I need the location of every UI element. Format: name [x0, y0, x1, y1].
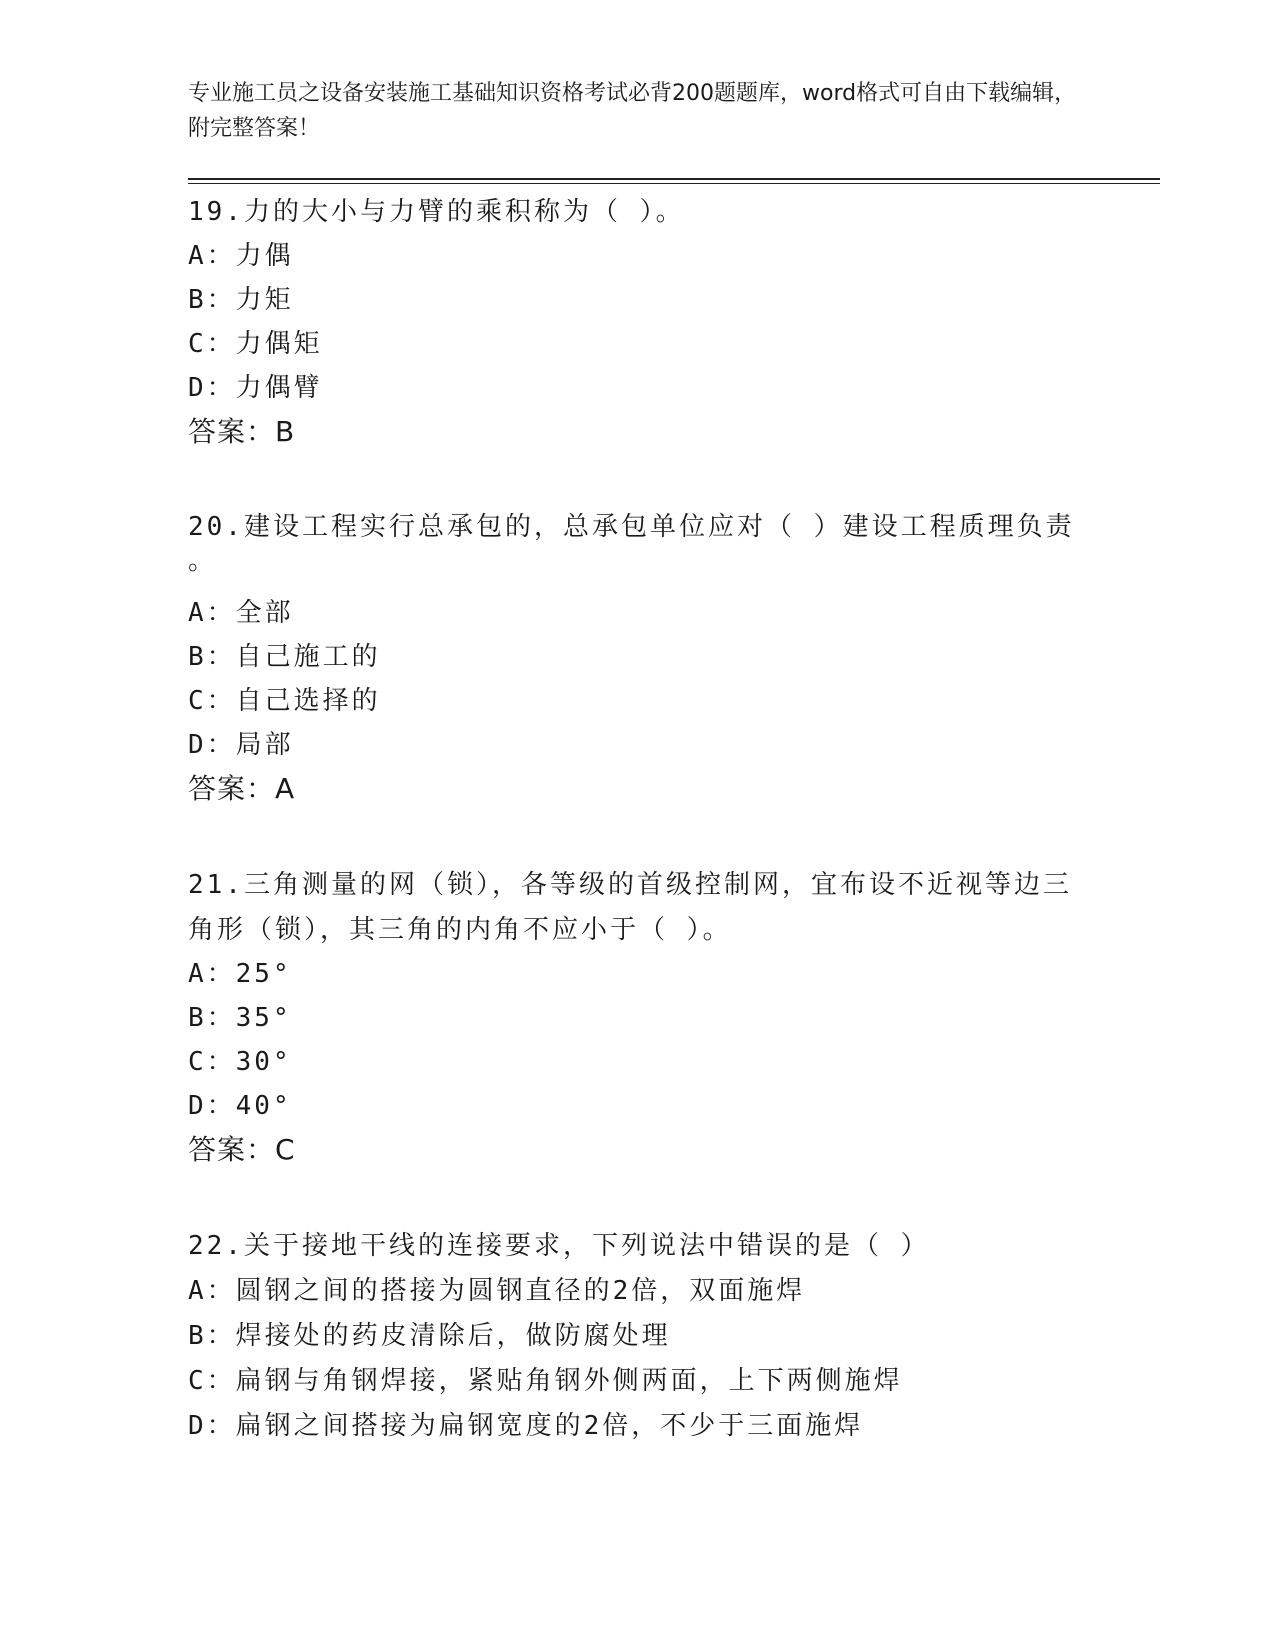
question-20-option-c: C：自己选择的 [188, 686, 381, 716]
question-20-stem: 20.建设工程实行总承包的，总承包单位应对（ ）建设工程质理负责 [188, 512, 1075, 542]
question-21-stem-cont: 角形（锁），其三角的内角不应小于（ ）。 [188, 915, 732, 945]
question-20-answer: 答案：A [188, 772, 296, 805]
question-21-option-d: D：40° [188, 1091, 292, 1121]
question-22-stem: 22.关于接地干线的连接要求，下列说法中错误的是（ ） [188, 1231, 930, 1261]
question-20-stem-cont: 。 [188, 546, 218, 576]
question-21-stem: 21.三角测量的网（锁），各等级的首级控制网，宜布设不近视等边三 [188, 870, 1072, 900]
question-19-option-b: B：力矩 [188, 285, 294, 315]
question-21-option-a: A：25° [188, 959, 292, 989]
question-22-option-d: D：扁钢之间搭接为扁钢宽度的2倍，不少于三面施焊 [188, 1411, 864, 1441]
question-19-option-d: D：力偶臂 [188, 373, 323, 403]
question-20-option-a: A：全部 [188, 598, 294, 628]
header-divider-thin [188, 183, 1160, 184]
question-21-option-b: B：35° [188, 1003, 292, 1033]
question-19-stem: 19.力的大小与力臂的乘积称为（ ）。 [188, 197, 685, 227]
question-19-answer: 答案：B [188, 415, 296, 448]
question-22-option-b: B：焊接处的药皮清除后，做防腐处理 [188, 1321, 671, 1351]
header-divider [188, 178, 1160, 180]
question-22-option-c: C：扁钢与角钢焊接，紧贴角钢外侧两面，上下两侧施焊 [188, 1366, 903, 1396]
question-20-option-d: D：局部 [188, 730, 294, 760]
question-21-answer: 答案：C [188, 1133, 296, 1166]
question-19-option-c: C：力偶矩 [188, 329, 323, 359]
document-intro: 专业施工员之设备安装施工基础知识资格考试必背200题题库，word格式可自由下载编辑，附完整答案！ [188, 81, 1077, 141]
question-20-option-b: B：自己施工的 [188, 642, 381, 672]
question-19-option-a: A：力偶 [188, 241, 294, 271]
question-22-option-a: A：圆钢之间的搭接为圆钢直径的2倍，双面施焊 [188, 1276, 806, 1306]
question-21-option-c: C：30° [188, 1047, 292, 1077]
